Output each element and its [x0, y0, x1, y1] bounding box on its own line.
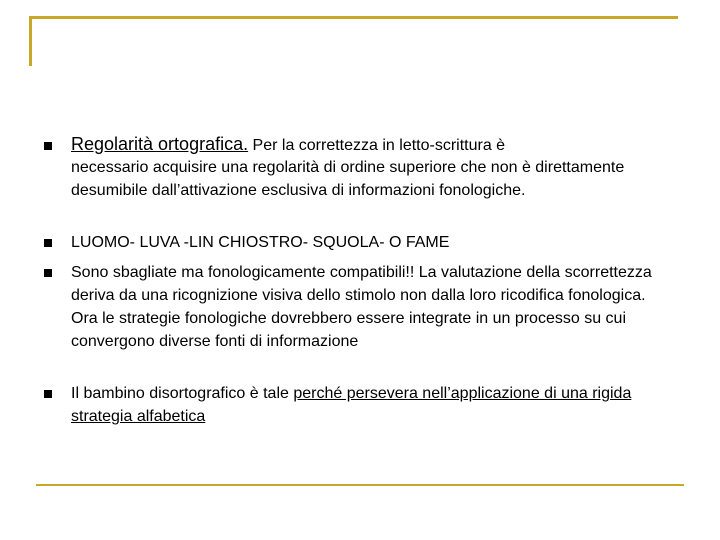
square-bullet-icon — [44, 239, 52, 247]
bullet-underlined-text: perché persevera nell’applicazione di una rigida strategia alfabetica — [71, 385, 632, 425]
square-bullet-icon — [44, 142, 52, 150]
bullet-lead-rest: Per la correttezza in letto-scrittura è — [248, 137, 506, 154]
bullet-text — [71, 382, 661, 428]
bullet-text: Sono sbagliate ma fonologicamente compatibili!! La valutazione della scorrettezza deriva da una ricognizione visiva dello stimolo non dalla loro ricodifica fonologica. Ora le strategie fonologiche dovrebbero essere integrate in un processo su cui convergono diverse fonti di informazione — [71, 264, 652, 350]
bullet-plain-text: Il bambino disortografico è tale — [71, 385, 294, 402]
bullet-text: LUOMO- LUVA -LIN CHIOSTRO- SQUOLA- O FAME — [71, 234, 450, 251]
square-bullet-icon — [44, 390, 52, 398]
square-bullet-icon — [44, 269, 52, 277]
bullet-text — [71, 133, 631, 157]
bullet-lead-underlined: Regolarità ortografica. — [71, 134, 249, 154]
bullet-text-continuation: necessario acquisire una regolarità di ordine superiore che non è direttamente desumibile dall’attivazione esclusiva di informazioni fonologiche. — [71, 159, 625, 199]
